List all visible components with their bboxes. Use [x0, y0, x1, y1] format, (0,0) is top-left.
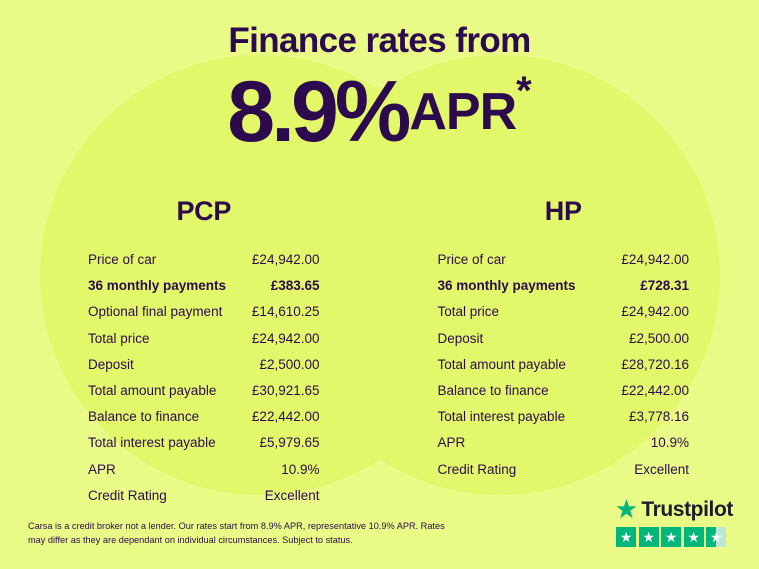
- row-label: Credit Rating: [88, 487, 167, 503]
- pcp-title: PCP: [176, 195, 232, 226]
- trustpilot-wordmark: [616, 495, 733, 522]
- row-value: £24,942.00: [251, 252, 320, 268]
- row-label: Total price: [437, 304, 500, 320]
- rate-value: 8.9%: [227, 63, 408, 160]
- row-label: Price of car: [437, 252, 506, 268]
- rating-half-star-icon: ★: [706, 527, 726, 547]
- row-label: Total amount payable: [88, 383, 217, 399]
- table-row: [438, 456, 690, 482]
- row-value: £14,610.25: [251, 304, 320, 320]
- hp-column: [380, 196, 759, 509]
- table-row: [88, 325, 320, 351]
- rate-asterisk: *: [516, 68, 532, 113]
- table-row: [438, 377, 690, 403]
- rate-unit: APR: [409, 83, 517, 141]
- table-row: [88, 351, 320, 377]
- table-row: [438, 404, 690, 430]
- row-label: Price of car: [88, 252, 157, 268]
- rating-star-icon: ★: [639, 527, 659, 547]
- table-row: [88, 247, 320, 273]
- row-value: £2,500.00: [628, 330, 689, 346]
- row-value: £3,778.16: [628, 409, 689, 425]
- rating-star-icon: ★: [616, 527, 636, 547]
- pcp-column: [0, 196, 380, 509]
- table-row: [88, 273, 320, 299]
- row-value: £728.31: [640, 278, 689, 294]
- row-label: Credit Rating: [437, 461, 517, 477]
- table-row: [88, 430, 320, 456]
- row-value: Excellent: [264, 487, 320, 503]
- table-row: [438, 299, 690, 325]
- row-label: Deposit: [88, 356, 134, 372]
- row-value: 10.9%: [281, 461, 320, 477]
- row-label: Total interest payable: [88, 435, 216, 451]
- row-value: £22,442.00: [251, 409, 320, 425]
- table-row: [88, 377, 320, 403]
- row-label: 36 monthly payments: [88, 278, 227, 294]
- table-row: [88, 404, 320, 430]
- table-row: [438, 430, 690, 456]
- row-label: Balance to finance: [88, 409, 200, 425]
- row-value: £5,979.65: [259, 435, 320, 451]
- trustpilot-name: Trustpilot: [641, 498, 733, 521]
- row-label: Total price: [88, 330, 150, 346]
- table-row: [438, 273, 690, 299]
- row-label: Deposit: [437, 330, 484, 346]
- row-value: £2,500.00: [259, 356, 320, 372]
- page-title: Finance rates from: [228, 21, 531, 60]
- row-value: £24,942.00: [621, 252, 689, 268]
- row-value: Excellent: [634, 461, 689, 477]
- row-value: £30,921.65: [251, 383, 320, 399]
- row-value: £24,942.00: [621, 304, 689, 320]
- trustpilot-rating-stars: [616, 527, 733, 547]
- table-row: [88, 299, 320, 325]
- table-row: [438, 247, 690, 273]
- hp-title: HP: [544, 195, 582, 226]
- trustpilot-star-icon: ★: [616, 495, 637, 522]
- finance-comparison: [0, 196, 759, 509]
- row-label: Balance to finance: [437, 383, 549, 399]
- row-value: £22,442.00: [621, 383, 689, 399]
- row-value: £383.65: [270, 278, 320, 294]
- row-label: 36 monthly payments: [437, 278, 576, 294]
- row-value: £28,720.16: [621, 356, 689, 372]
- row-label: APR: [437, 435, 466, 451]
- rating-star-icon: ★: [684, 527, 704, 547]
- trustpilot-badge[interactable]: [616, 495, 733, 547]
- row-label: APR: [88, 461, 116, 477]
- row-value: £24,942.00: [251, 330, 320, 346]
- table-row: [88, 456, 320, 482]
- row-label: Total amount payable: [437, 356, 566, 372]
- table-row: [438, 325, 690, 351]
- row-label: Optional final payment: [88, 304, 223, 320]
- disclaimer-text: Carsa is a credit broker not a lender. Our rates start from 8.9% APR, representative 10.9% APR. Rates may differ as they are dependant on individual circumstances. Subject to status.: [28, 521, 445, 545]
- rating-star-icon: ★: [661, 527, 681, 547]
- row-label: Total interest payable: [437, 409, 566, 425]
- headline-rate: [0, 63, 759, 162]
- table-row: [438, 351, 690, 377]
- row-value: 10.9%: [650, 435, 689, 451]
